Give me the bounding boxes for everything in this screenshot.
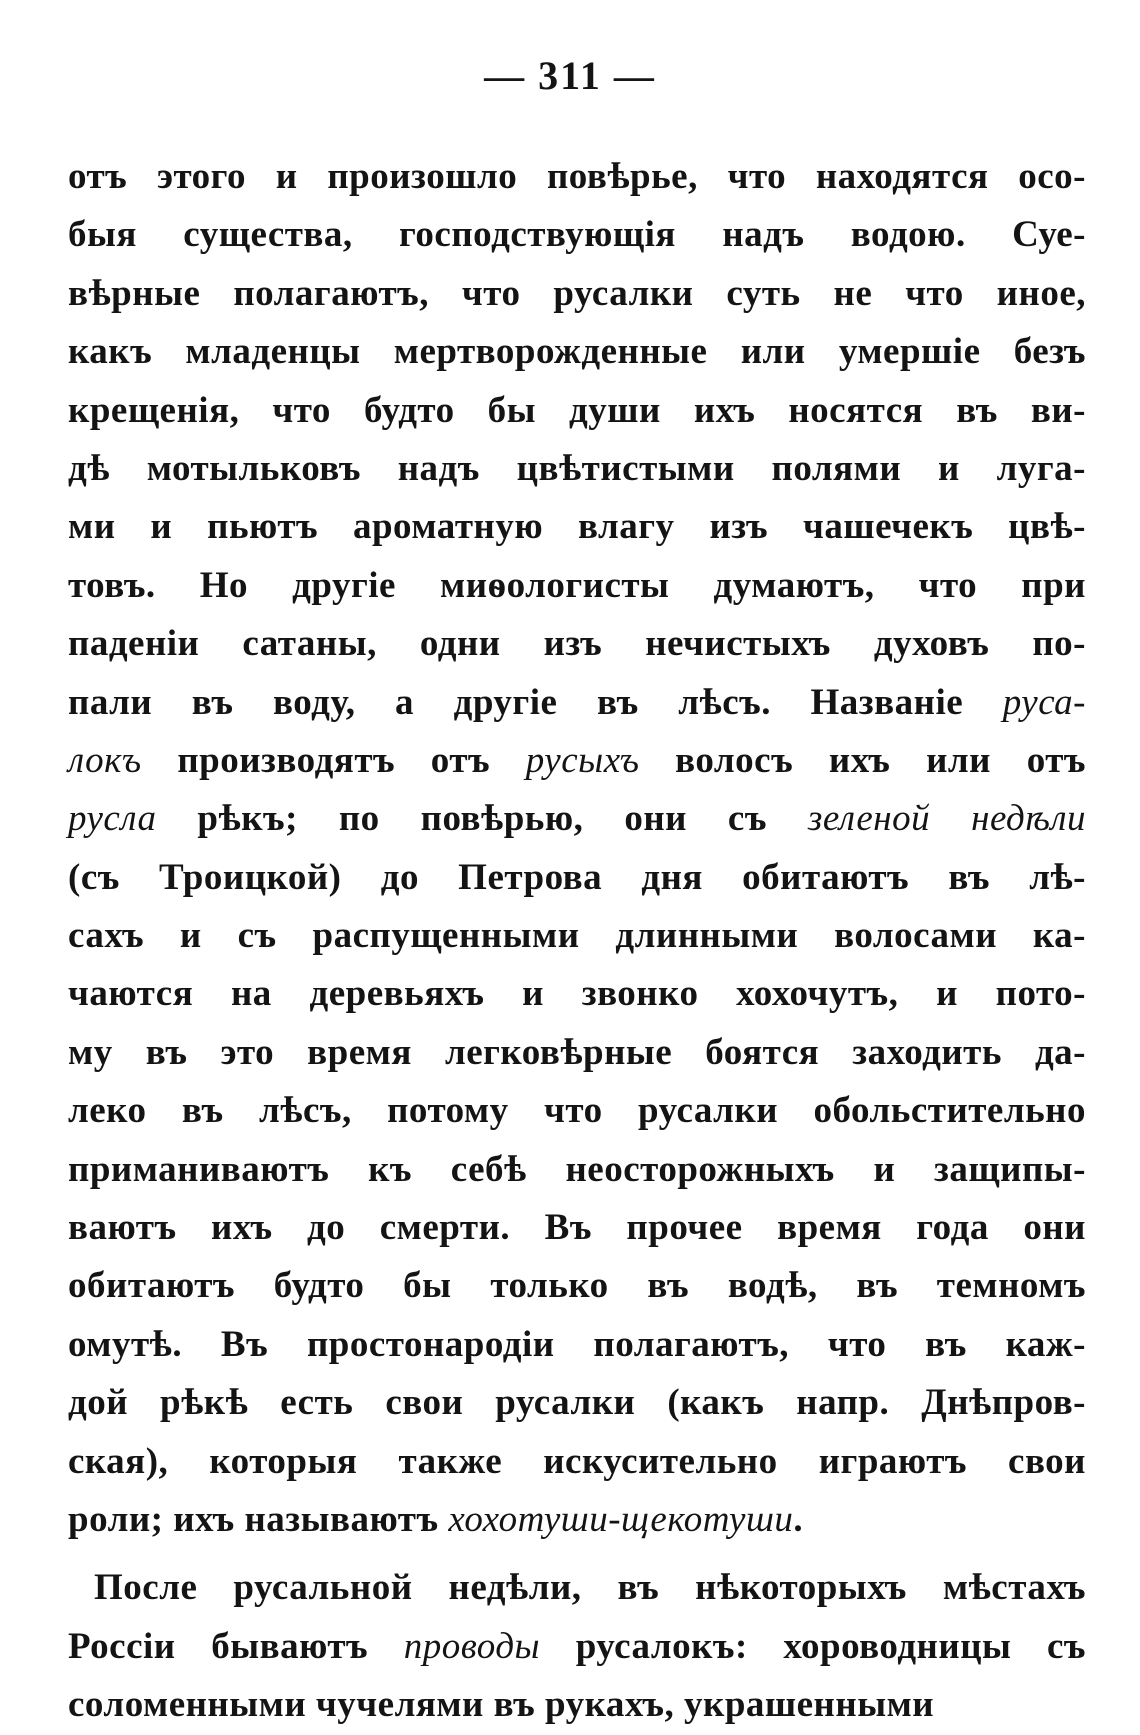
text-run: ми и пьютъ ароматную влагу изъ чашечекъ цвѣ- <box>68 506 1086 548</box>
italic-text: руса- <box>1002 681 1086 723</box>
text-run: леко въ лѣсъ, потому что русалки обольстительно <box>68 1090 1086 1132</box>
text-line <box>68 1199 1086 1257</box>
text-line <box>68 557 1086 615</box>
text-run: вѣрные полагаютъ, что русалки суть не что иное, <box>68 272 1086 314</box>
text-run: дѣ мотыльковъ надъ цвѣтистыми полями и луга- <box>68 447 1086 489</box>
text-run: (съ Троицкой) до Петрова дня обитаютъ въ лѣ- <box>68 856 1086 898</box>
text-run: Россіи бываютъ <box>68 1625 404 1667</box>
text-line <box>68 1618 1086 1676</box>
body-text <box>68 148 1086 1735</box>
text-line <box>68 907 1086 965</box>
text-run: роли; ихъ называютъ <box>68 1498 449 1540</box>
text-line <box>68 265 1086 323</box>
text-line <box>68 1024 1086 1082</box>
text-line <box>68 732 1086 790</box>
text-line <box>68 323 1086 381</box>
text-line <box>68 965 1086 1023</box>
text-run: пали въ воду, а другіе въ лѣсъ. Названіе <box>68 681 1003 723</box>
text-run: паденіи сатаны, одни изъ нечистыхъ духовъ по- <box>68 623 1086 665</box>
text-line <box>68 1676 1086 1734</box>
text-run: . <box>793 1498 804 1540</box>
text-line <box>68 206 1086 264</box>
text-line <box>68 1257 1086 1315</box>
text-run: После русальной недѣли, въ нѣкоторыхъ мѣстахъ <box>94 1567 1086 1609</box>
text-line <box>68 1433 1086 1491</box>
text-line <box>68 674 1086 732</box>
text-line <box>68 148 1086 206</box>
italic-text: русыхъ <box>525 739 640 781</box>
text-run: крещенія, что будто бы души ихъ носятся въ ви- <box>68 389 1086 431</box>
text-run: му въ это время легковѣрные боятся заходить да- <box>68 1031 1086 1073</box>
text-line <box>68 1559 1086 1617</box>
text-run: отъ этого и произошло повѣрье, что находятся осо- <box>68 156 1086 197</box>
text-run: рѣкъ; по повѣрью, они съ <box>156 798 808 840</box>
text-line <box>68 382 1086 440</box>
text-run: товъ. Но другіе миѳологисты думаютъ, что при <box>68 564 1086 606</box>
text-line <box>68 849 1086 907</box>
italic-text: проводы <box>403 1625 541 1667</box>
text-run: производятъ отъ <box>141 739 526 781</box>
italic-text: локъ <box>68 739 142 781</box>
italic-text: зеленой недѣли <box>807 798 1086 840</box>
text-run: ская), которыя также искусительно играютъ свои <box>68 1440 1086 1482</box>
text-line <box>68 1491 1086 1549</box>
text-run: быя существа, господствующія надъ водою. Суе- <box>68 214 1086 256</box>
text-run: соломенными чучелями въ рукахъ, украшенными <box>68 1684 935 1726</box>
text-run: какъ младенцы мертворожденные или умершіе безъ <box>68 331 1086 373</box>
italic-text: русла <box>68 798 157 840</box>
text-line <box>68 1082 1086 1140</box>
text-run: приманиваютъ къ себѣ неосторожныхъ и защипы- <box>68 1148 1086 1190</box>
text-run: ваютъ ихъ до смерти. Въ прочее время года они <box>68 1207 1086 1249</box>
text-run: русалокъ: хороводницы съ <box>540 1625 1086 1667</box>
text-run: омутѣ. Въ простонародіи полагаютъ, что въ каж- <box>68 1323 1086 1365</box>
text-line <box>68 1141 1086 1199</box>
text-line <box>68 1374 1086 1432</box>
text-run: обитаютъ будто бы только въ водѣ, въ темномъ <box>68 1265 1086 1307</box>
text-line <box>68 498 1086 556</box>
text-line <box>68 440 1086 498</box>
text-run: чаются на деревьяхъ и звонко хохочутъ, и пото- <box>68 973 1086 1015</box>
text-run: сахъ и съ распущенными длинными волосами ка- <box>68 915 1086 957</box>
text-line <box>68 615 1086 673</box>
text-line <box>68 1316 1086 1374</box>
text-line <box>68 790 1086 848</box>
text-run: дой рѣкѣ есть свои русалки (какъ напр. Днѣпров- <box>68 1382 1086 1424</box>
text-run: волосъ ихъ или отъ <box>639 739 1086 781</box>
italic-text: хохотуши-щекотуши <box>448 1498 794 1540</box>
page-number: — 311 — <box>484 53 656 98</box>
